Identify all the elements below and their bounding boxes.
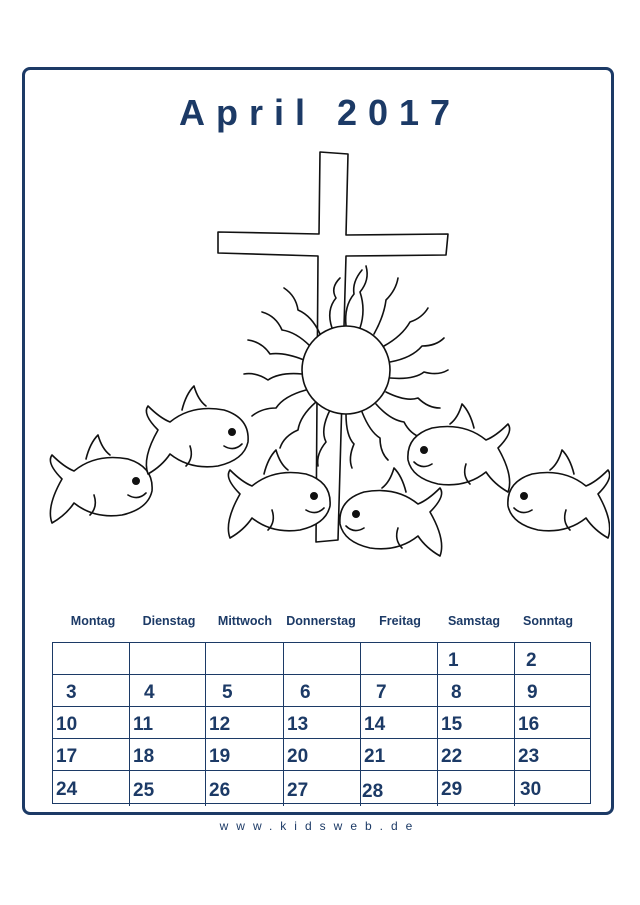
day-cell: 16: [518, 714, 540, 735]
fish-icon: [228, 450, 330, 538]
day-cell: 26: [209, 780, 231, 801]
grid-divider: [514, 642, 515, 806]
grid-divider: [360, 642, 361, 806]
day-cell: 29: [441, 779, 463, 800]
day-cell: 19: [209, 746, 231, 767]
day-cell: 27: [287, 780, 309, 801]
sun-icon: [302, 326, 390, 414]
day-cell: 14: [364, 714, 386, 735]
weekday-header-row: [0, 614, 640, 632]
day-cell: 6: [300, 682, 311, 703]
day-cell: 21: [364, 746, 386, 767]
day-cell: 24: [56, 779, 78, 800]
day-cell: 13: [287, 714, 309, 735]
grid-divider: [52, 674, 591, 675]
day-cell: 18: [133, 746, 155, 767]
fish-icon: [408, 404, 510, 492]
day-cell: 22: [441, 746, 463, 767]
day-cell: 25: [133, 780, 155, 801]
grid-divider: [52, 738, 591, 739]
grid-divider: [52, 770, 591, 771]
day-cell: 23: [518, 746, 540, 767]
fish-icon: [50, 435, 152, 523]
weekday-label: Samstag: [447, 614, 501, 628]
weekday-label: Dienstag: [142, 614, 196, 628]
weekday-label: Donnerstag: [286, 614, 356, 628]
day-cell: 2: [526, 650, 537, 671]
day-cell: 30: [520, 779, 542, 800]
weekday-label: Sonntag: [523, 614, 573, 628]
day-cell: 5: [222, 682, 233, 703]
grid-divider: [205, 642, 206, 806]
grid-divider: [52, 706, 591, 707]
day-cell: 11: [133, 714, 154, 735]
fish-icon: [146, 386, 248, 474]
day-cell: 7: [376, 682, 387, 703]
day-cell: 4: [144, 682, 155, 703]
day-cell: 28: [362, 781, 384, 802]
day-cell: 15: [441, 714, 463, 735]
fish-icon: [508, 450, 610, 538]
day-cell: 3: [66, 682, 77, 703]
weekday-label: Montag: [70, 614, 116, 628]
day-cell: 9: [527, 682, 538, 703]
footer-url[interactable]: www.kidsweb.de: [219, 819, 421, 833]
fish-icon: [340, 468, 442, 556]
weekday-label: Mittwoch: [217, 614, 273, 628]
coloring-illustration: [40, 140, 610, 580]
grid-divider: [437, 642, 438, 806]
day-cell: 17: [56, 746, 78, 767]
day-cell: 12: [209, 714, 231, 735]
day-cell: 8: [451, 682, 462, 703]
weekday-label: Freitag: [379, 614, 421, 628]
day-cell: 10: [56, 714, 78, 735]
page-title: April 2017: [178, 92, 462, 133]
grid-divider: [129, 642, 130, 806]
day-cell: 1: [448, 650, 459, 671]
grid-divider: [283, 642, 284, 806]
day-cell: 20: [287, 746, 309, 767]
